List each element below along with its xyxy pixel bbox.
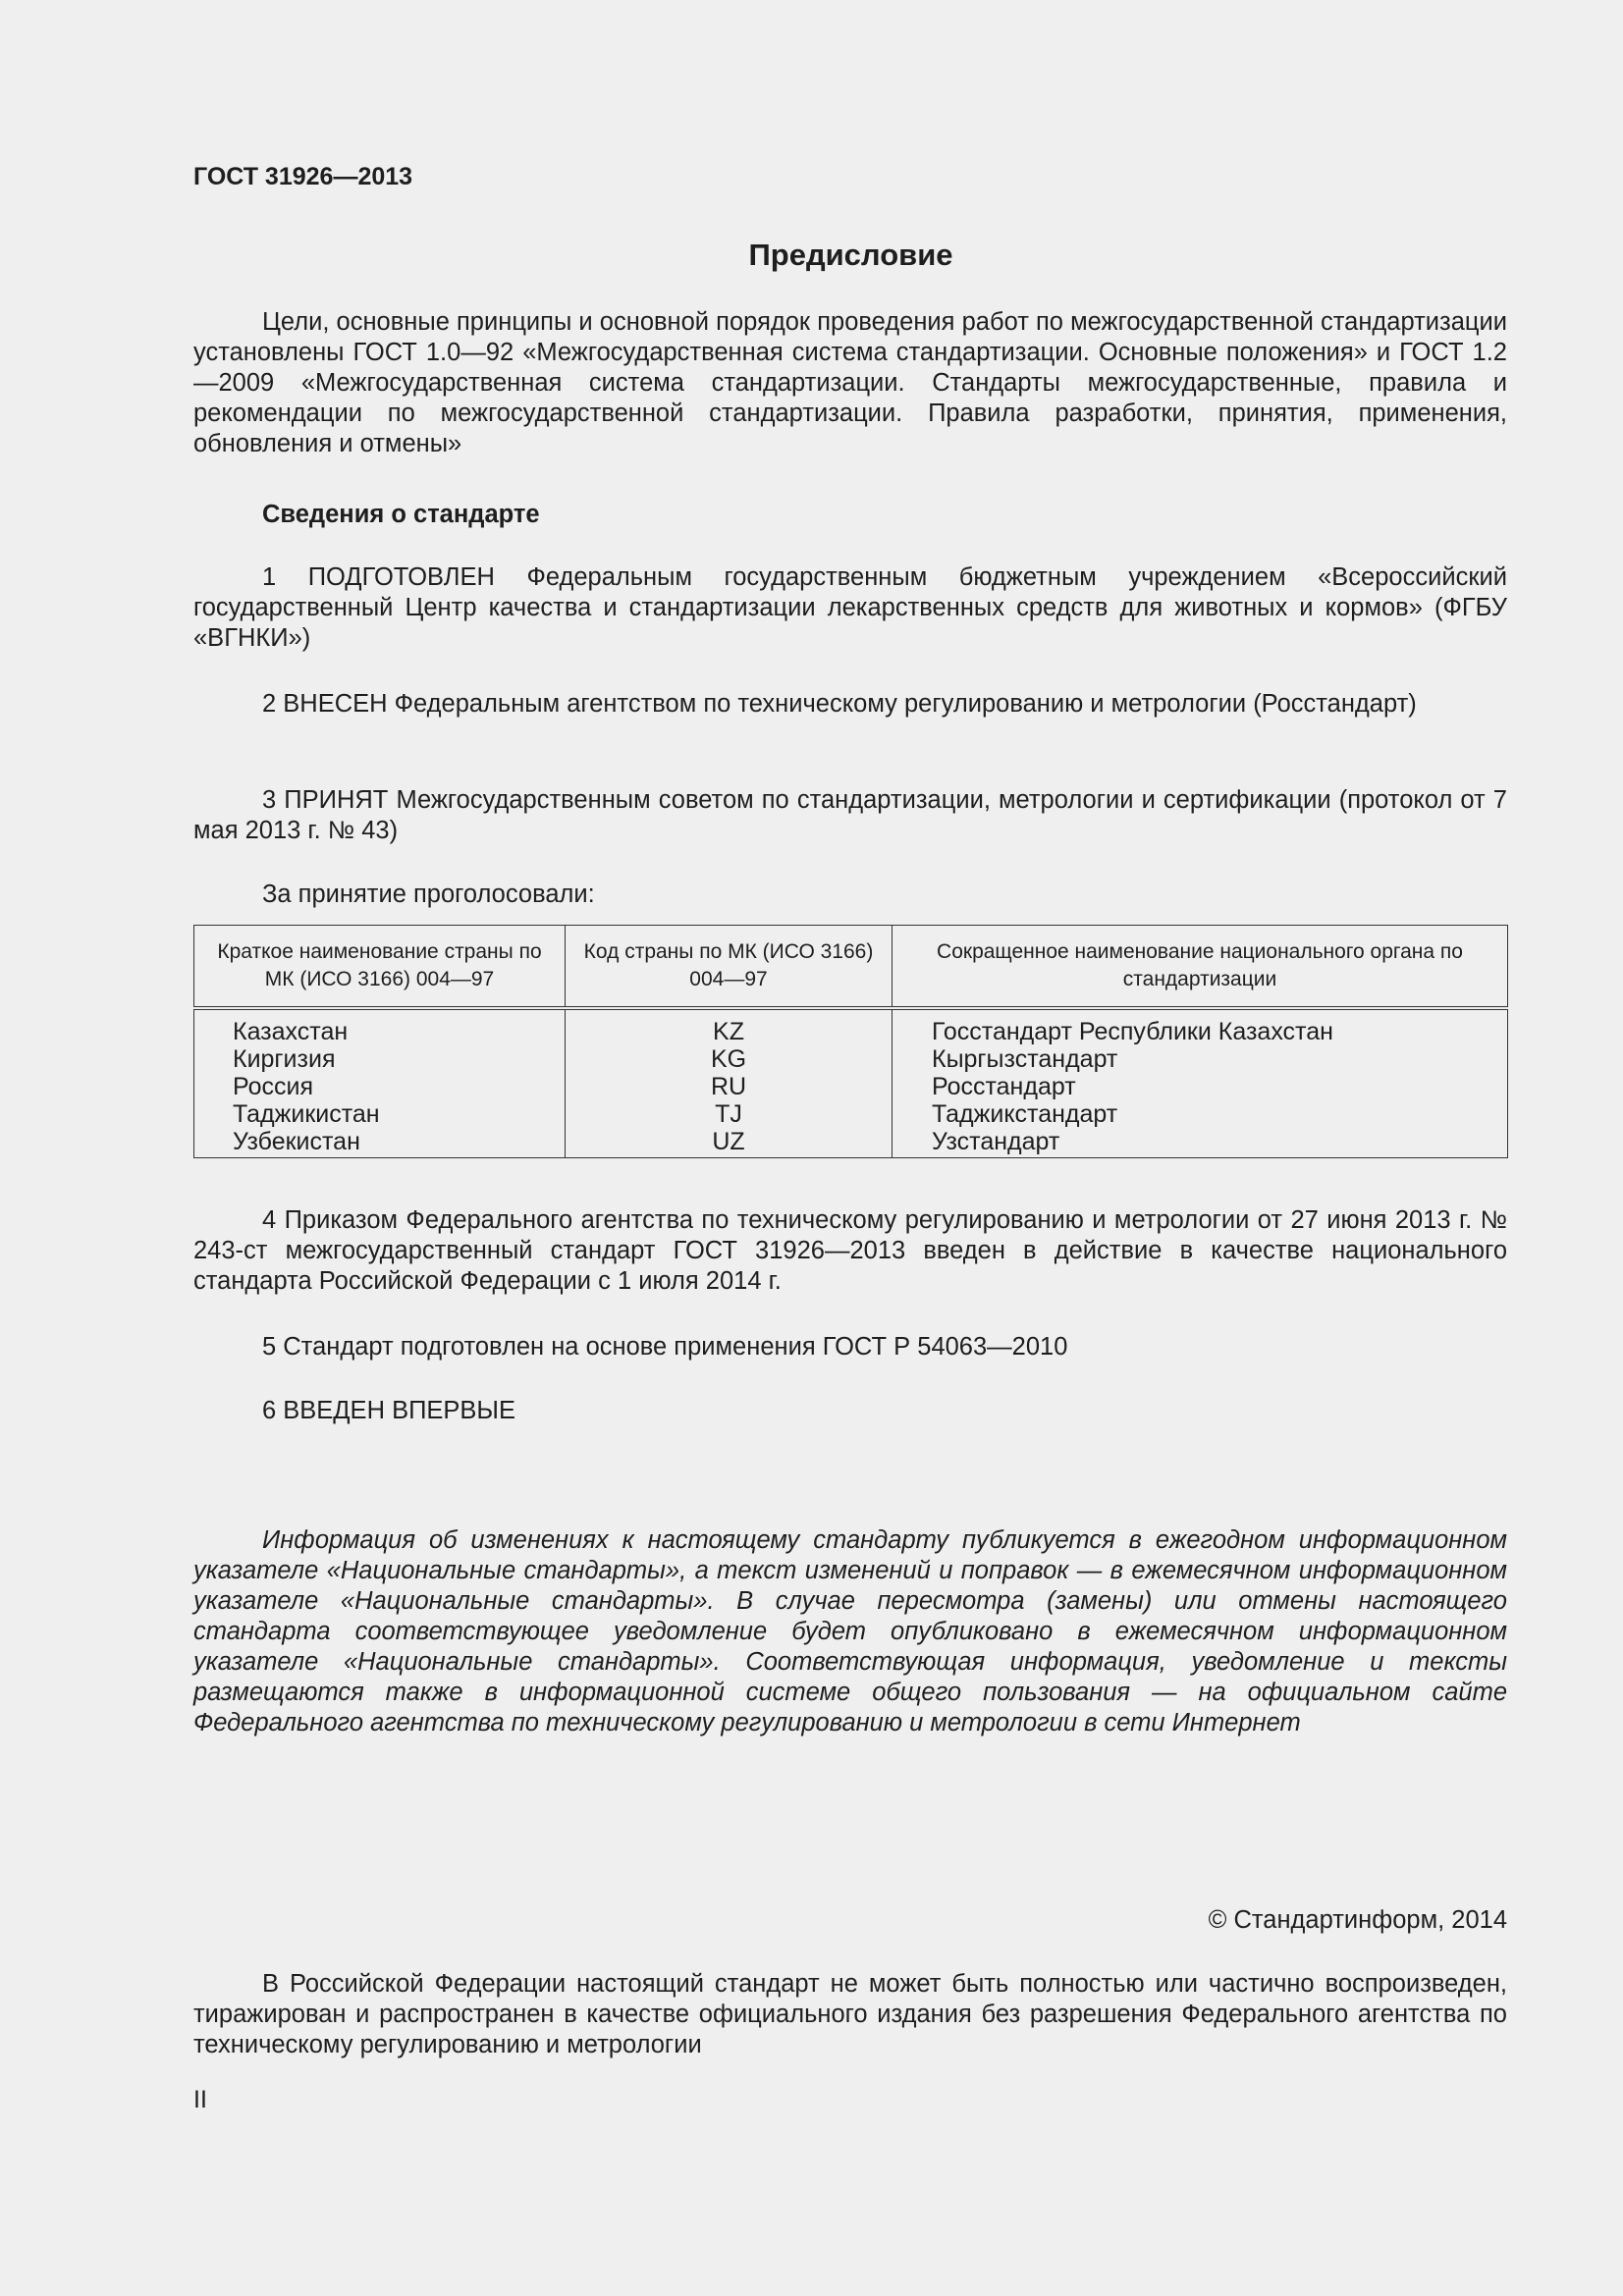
- cell-country-name: Киргизия: [194, 1045, 566, 1073]
- copyright-line: © Стандартинформ, 2014: [1208, 1906, 1507, 1934]
- cell-country-name: Узбекистан: [194, 1128, 566, 1158]
- table-row: [194, 1045, 1508, 1073]
- legal-notice-paragraph: В Российской Федерации настоящий стандарт не может быть полностью или частично воспроизведен, тиражирован и распространен в качестве официального издания без разрешения Федерального агентства по техническому регулированию и метрологии: [193, 1970, 1507, 2058]
- table-row: [194, 1073, 1508, 1100]
- cell-country-name: Таджикистан: [194, 1100, 566, 1128]
- column-header-country-code: Код страны по МК (ИСО 3166) 004—97: [566, 926, 893, 1009]
- table-header-row: [194, 926, 1508, 1009]
- table-row: [194, 1128, 1508, 1158]
- info-note-paragraph: Информация об изменениях к настоящему стандарту публикуется в ежегодном информационном указателе «Национальные стандарты», а текст изменений и поправок — в ежемесячном информационном указателе «Национальные стандарты». В случае пересмотра (замены) или отмены настоящего стандарта соответствующее уведомление будет опубликовано в ежемесячном информационном указателе «Национальные стандарты». Соответствующая информация, уведомление и тексты размещаются также в информационной системе общего пользования — на официальном сайте Федерального агентства по техническому регулированию и метрологии в сети Интернет: [193, 1526, 1507, 1736]
- cell-country-code: RU: [566, 1073, 893, 1100]
- cell-standards-body: Узстандарт: [893, 1128, 1508, 1158]
- table-row: [194, 1008, 1508, 1045]
- page-number: II: [193, 2086, 207, 2113]
- table-row: [194, 1100, 1508, 1128]
- cell-country-code: KG: [566, 1045, 893, 1073]
- cell-country-name: Россия: [194, 1073, 566, 1100]
- page-title: Предисловие: [748, 238, 953, 272]
- column-header-standards-body: Сокращенное наименование национального органа по стандартизации: [893, 926, 1508, 1009]
- section-title: Сведения о стандарте: [262, 501, 540, 528]
- cell-standards-body: Росстандарт: [893, 1073, 1508, 1100]
- column-header-country-name: Краткое наименование страны по МК (ИСО 3166) 004—97: [194, 926, 566, 1009]
- intro-paragraph: Цели, основные принципы и основной порядок проведения работ по межгосударственной стандартизации установлены ГОСТ 1.0—92 «Межгосударственная система стандартизации. Основные положения» и ГОСТ 1.2—2009 «Межгосударственная система стандартизации. Стандарты межгосударственные, правила и рекомендации по межгосударственной стандартизации. Правила разработки, принятия, применения, обновления и отмены»: [193, 308, 1507, 457]
- cell-country-code: UZ: [566, 1128, 893, 1158]
- item-4-paragraph: 4 Приказом Федерального агентства по техническому регулированию и метрологии от 27 июня 2013 г. № 243-ст межгосударственный стандарт ГОСТ 31926—2013 введен в действие в качестве национального стандарта Российской Федерации с 1 июля 2014 г.: [193, 1206, 1507, 1295]
- voted-label: За принятие проголосовали:: [262, 881, 595, 908]
- cell-country-name: Казахстан: [194, 1008, 566, 1045]
- cell-standards-body: Таджикстандарт: [893, 1100, 1508, 1128]
- cell-standards-body: Госстандарт Республики Казахстан: [893, 1008, 1508, 1045]
- item-1-paragraph: 1 ПОДГОТОВЛЕН Федеральным государственным бюджетным учреждением «Всероссийский государственный Центр качества и стандартизации лекарственных средств для животных и кормов» (ФГБУ «ВГНКИ»): [193, 563, 1507, 652]
- cell-country-code: TJ: [566, 1100, 893, 1128]
- item-5-paragraph: 5 Стандарт подготовлен на основе применения ГОСТ Р 54063—2010: [262, 1333, 1068, 1361]
- item-6-paragraph: 6 ВВЕДЕН ВПЕРВЫЕ: [262, 1397, 516, 1424]
- item-3-paragraph: 3 ПРИНЯТ Межгосударственным советом по стандартизации, метрологии и сертификации (протокол от 7 мая 2013 г. № 43): [193, 786, 1507, 844]
- voting-countries-table: [193, 925, 1508, 1158]
- cell-country-code: KZ: [566, 1008, 893, 1045]
- document-header: ГОСТ 31926—2013: [193, 163, 413, 190]
- cell-standards-body: Кыргызстандарт: [893, 1045, 1508, 1073]
- item-2-paragraph: 2 ВНЕСЕН Федеральным агентством по техническому регулированию и метрологии (Росстандарт): [262, 690, 1417, 718]
